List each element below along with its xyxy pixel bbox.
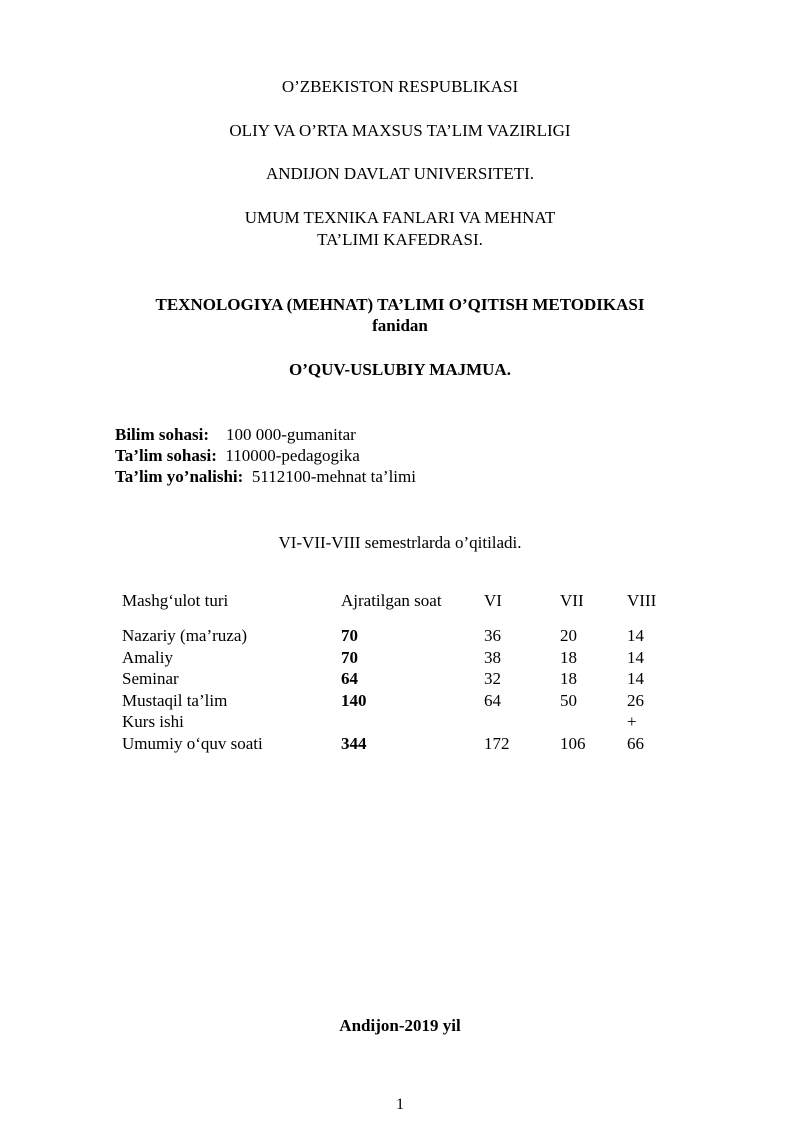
table-cell: 172 [484,734,510,753]
table-cell: + [627,712,637,731]
table-header-cell: VII [560,591,584,610]
table-cell: Mustaqil ta’lim [122,691,228,710]
table-header-cell: VIII [627,591,657,610]
table-cell: 14 [627,669,644,688]
field-talim-sohasi [115,445,360,466]
field-bilim-sohasi [115,424,356,445]
table-cell: 38 [484,648,501,667]
table-cell: Seminar [122,669,179,688]
table-cell: 18 [560,648,577,667]
field-label: Bilim sohasi: [115,425,209,444]
table-cell: 64 [484,691,501,710]
ministry-heading: OLIY VA O’RTA MAXSUS TA’LIM VAZIRLIGI [229,121,571,140]
subject-suffix: fanidan [372,316,428,335]
table-header-cell: VI [484,591,502,610]
table-cell: 18 [560,669,577,688]
field-value: 100 000-gumanitar [226,425,356,444]
country-heading: O’ZBEKISTON RESPUBLIKASI [281,77,519,96]
table-cell: 66 [627,734,644,753]
table-cell: Umumiy o‘quv soati [122,734,263,753]
table-cell: 106 [560,734,586,753]
table-header-cell: Mashg‘ulot turi [122,591,229,610]
department-heading-line2: TA’LIMI KAFEDRASI. [317,230,483,249]
table-cell: 70 [341,648,358,667]
semester-note: VI-VII-VIII semestrlarda o’qitiladi. [278,533,522,552]
table-cell: 36 [484,626,501,645]
subject-title: TEXNOLOGIYA (MEHNAT) TA’LIMI O’QITISH METODIKASI [155,295,645,314]
table-header-cell: Ajratilgan soat [341,591,442,610]
table-cell: 20 [560,626,577,645]
place-year: Andijon-2019 yil [339,1016,461,1035]
table-cell: 50 [560,691,577,710]
field-value: 5112100-mehnat ta’limi [251,467,416,486]
table-cell: 14 [627,626,644,645]
university-heading: ANDIJON DAVLAT UNIVERSITETI. [265,164,535,183]
table-cell: 32 [484,669,501,688]
table-cell: 70 [341,626,358,645]
page-number: 1 [396,1096,404,1113]
table-cell: 140 [341,691,367,710]
department-heading-line1: UMUM TEXNIKA FANLARI VA MEHNAT [244,208,556,227]
table-cell: 14 [627,648,644,667]
field-value: 110000-pedagogika [225,446,360,465]
table-cell: 64 [341,669,358,688]
table-cell: Amaliy [122,648,173,667]
document-type: O’QUV-USLUBIY MAJMUA. [289,360,511,379]
table-cell: 26 [627,691,644,710]
field-label: Ta’lim sohasi: [115,446,217,465]
field-label: Ta’lim yo’nalishi: [115,467,244,486]
table-cell: Kurs ishi [122,712,184,731]
table-cell: Nazariy (ma’ruza) [122,626,248,645]
table-cell: 344 [341,734,367,753]
field-talim-yonalishi [115,466,416,487]
